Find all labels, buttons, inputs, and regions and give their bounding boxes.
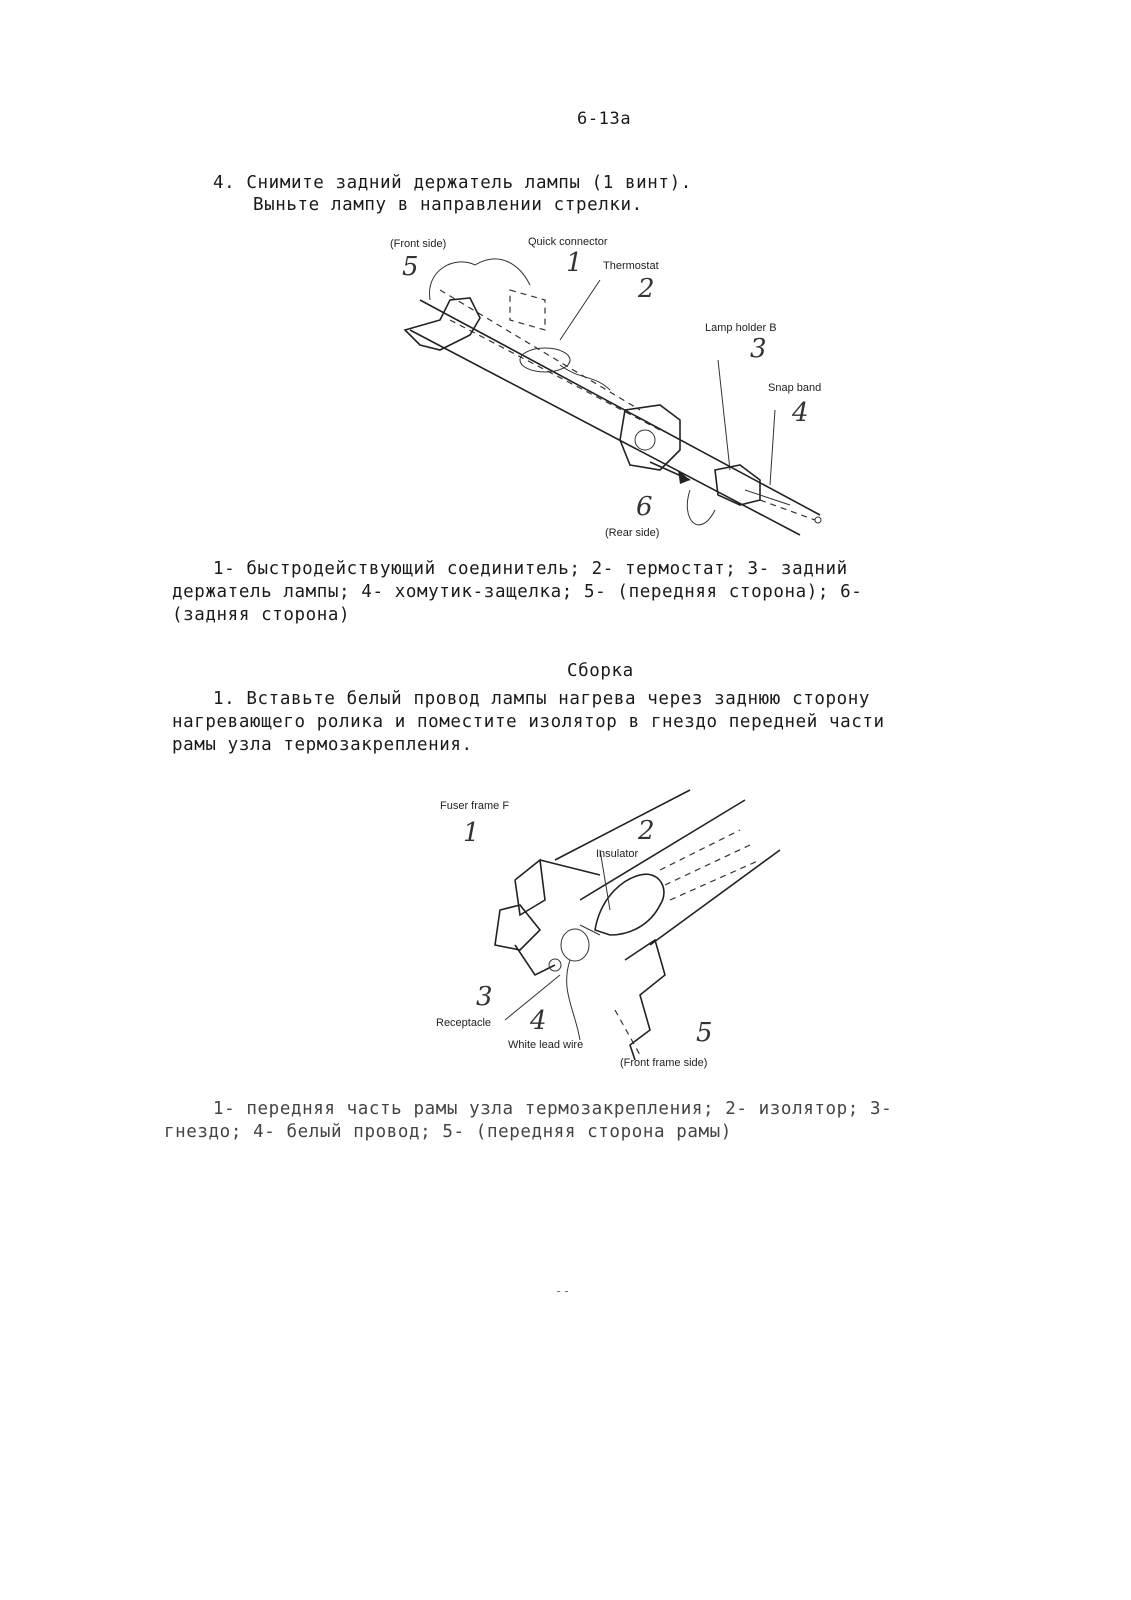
label-thermostat: Thermostat: [603, 260, 659, 272]
handwritten-number-1: 1: [463, 818, 480, 848]
step4-line1: 4. Снимите задний держатель лампы (1 винт).: [213, 173, 692, 193]
handwritten-number-3: 3: [750, 334, 767, 364]
handwritten-number-5: 5: [402, 252, 419, 282]
handwritten-number-2: 2: [638, 274, 655, 304]
handwritten-number-3: 3: [476, 982, 493, 1012]
label-receptacle: Receptacle: [436, 1017, 492, 1029]
step4-line2: Выньте лампу в направлении стрелки.: [253, 195, 643, 215]
assembly-step1-line3: рамы узла термозакрепления.: [172, 735, 473, 755]
label-quick-connector: Quick connector: [528, 236, 608, 248]
label-white-lead-wire: White lead wire: [508, 1039, 584, 1051]
handwritten-number-6: 6: [636, 492, 653, 522]
handwritten-number-4: 4: [530, 1006, 547, 1036]
assembly-step1-line1: 1. Вставьте белый провод лампы нагрева через заднюю сторону: [213, 689, 871, 709]
caption1-line3: (задняя сторона): [172, 605, 351, 625]
assembly-step1-line2: нагревающего ролика и поместите изолятор в гнездо передней части: [172, 712, 885, 732]
page-number: 6-13a: [577, 109, 632, 129]
label-lamp-holder-b: Lamp holder B: [705, 322, 777, 334]
footer-mark: --: [555, 1284, 571, 1298]
handwritten-number-5: 5: [696, 1018, 713, 1048]
label-insulator: Insulator: [596, 848, 639, 860]
label-snap-band: Snap band: [768, 382, 822, 394]
label-front-side: (Front side): [390, 238, 447, 250]
caption1-line1: 1- быстродействующий соединитель; 2- термостат; 3- задний: [213, 559, 848, 579]
section-heading: Сборка: [567, 661, 634, 681]
handwritten-number-2: 2: [638, 816, 655, 846]
label-rear-side: (Rear side): [605, 527, 660, 539]
caption2-line2: гнездо; 4- белый провод; 5- (передняя сторона рамы): [164, 1122, 732, 1142]
label-fuser-frame-f: Fuser frame F: [440, 800, 510, 812]
handwritten-number-4: 4: [792, 398, 809, 428]
caption1-line2: держатель лампы; 4- хомутик-защелка; 5- (передняя сторона); 6-: [172, 582, 863, 602]
label-front-frame-side: (Front frame side): [620, 1057, 708, 1069]
handwritten-number-1: 1: [566, 248, 583, 278]
caption2-line1: 1- передняя часть рамы узла термозакрепления; 2- изолятор; 3-: [213, 1099, 893, 1119]
